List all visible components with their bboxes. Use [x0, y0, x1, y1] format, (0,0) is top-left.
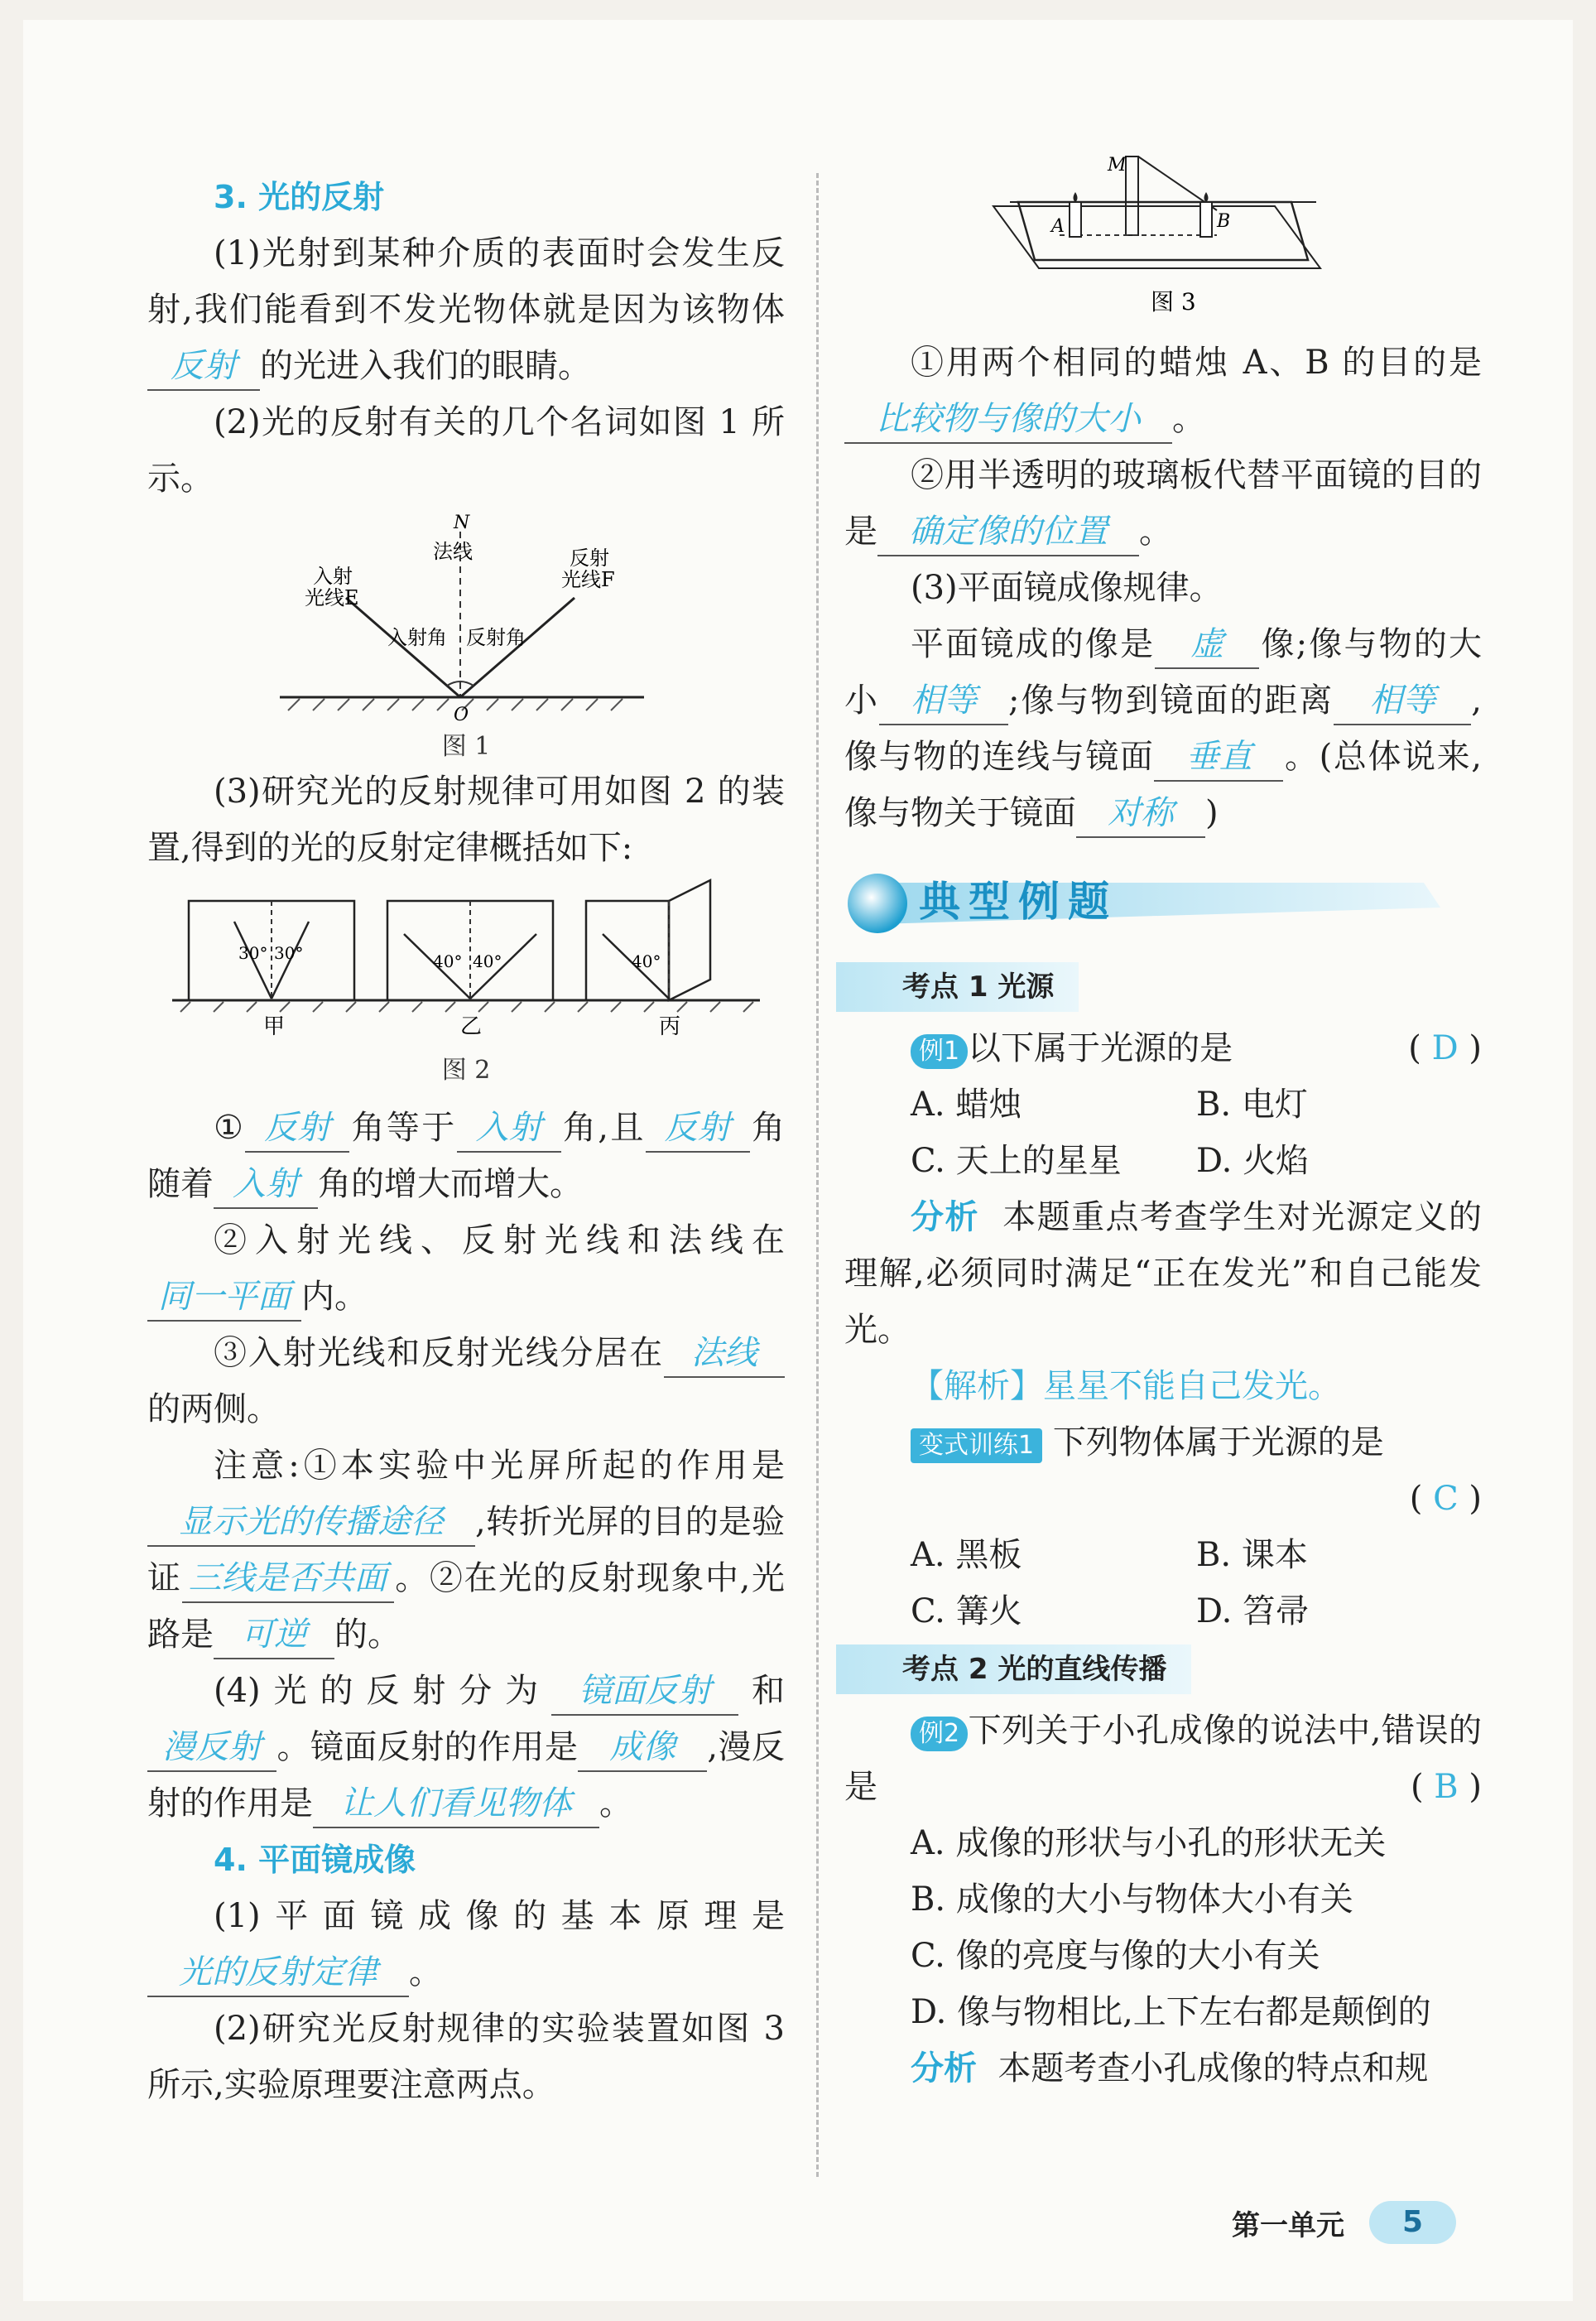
answer-blank: 反射 — [245, 1105, 349, 1153]
reflection-apparatus-diagram — [147, 876, 785, 1042]
example-2-answer: B — [1434, 1768, 1459, 1806]
variant-1-options-row-2: C. 篝火 D. 笤帚 — [911, 1592, 1310, 1630]
answer-blank: 相等 — [879, 677, 1008, 725]
example-2-option-c: C. 像的亮度与像的大小有关 — [911, 1937, 1320, 1975]
reflection-diagram — [147, 507, 785, 730]
answer-blank: 反射 — [646, 1105, 750, 1153]
angle-label-4: 40° — [473, 951, 502, 971]
label-o: O — [454, 705, 469, 725]
banner-ball-icon — [848, 874, 907, 933]
section-banner — [844, 858, 1482, 949]
label-incident-2: 光线E — [305, 586, 359, 609]
mirror-rules: 平面镜成的像是 虚 像;像与物的大小 相等 ;像与物到镜面的距离 相等 ,像与物的连线与镜面 垂直 。(总体说来,像与物关于镜面 对称 ) — [844, 616, 1482, 841]
angle-label-3: 40° — [433, 951, 463, 971]
variant-1: 变式训练1 下列物体属于光源的是 — [844, 1414, 1482, 1471]
answer-blank: 同一平面 — [147, 1274, 301, 1322]
figure-1-caption: 图 1 — [441, 732, 491, 761]
example-tag: 例2 — [911, 1717, 968, 1751]
label-b: B — [1217, 211, 1231, 232]
variant-tag: 变式训练1 — [911, 1428, 1042, 1463]
label-incident-angle: 入射角 — [387, 626, 447, 649]
figure-3-caption: 图 3 — [1151, 288, 1196, 315]
example-2-option-d: D. 像与物相比,上下左右都是颠倒的 — [911, 1993, 1431, 2031]
analysis-2: 分析 本题考查小孔成像的特点和规 — [911, 2049, 1429, 2087]
figure-2-caption: 图 2 — [441, 1056, 491, 1085]
answer-blank: 反射 — [147, 343, 260, 391]
answer-blank: 相等 — [1334, 677, 1471, 725]
note: 注意:①本实验中光屏所起的作用是显示光的传播途径 ,转折光屏的目的是验证 三线是否共面 。②在光的反射现象中,光路是 可逆 的。 — [147, 1437, 785, 1663]
label-n: N — [454, 513, 470, 533]
label-incident-1: 入射 — [313, 565, 353, 588]
answer-blank: 三线是否共面 — [182, 1555, 394, 1603]
variant-1-answer-row: ( C ) — [1409, 1480, 1482, 1518]
label-yi: 乙 — [460, 1014, 483, 1039]
answer-blank: 可逆 — [214, 1611, 334, 1659]
answer-blank: 光的反射定律 — [147, 1949, 409, 1997]
mirror-setup: (2)研究光反射规律的实验装置如图 3 所示,实验原理要注意两点。 — [147, 2010, 785, 2104]
figure-3 — [844, 152, 1482, 318]
mirror-point-2: ②用半透明的玻璃板代替平面镜的目的是 确定像的位置 。 — [844, 447, 1482, 560]
label-a: A — [1051, 216, 1065, 237]
page-footer — [1232, 2198, 1456, 2247]
label-reflect-1: 反射 — [570, 547, 609, 570]
unit-label: 第一单元 — [1232, 2208, 1344, 2242]
answer-blank: 入射 — [214, 1161, 318, 1209]
right-column — [844, 155, 1483, 2097]
answer-blank: 镜面反射 — [551, 1668, 738, 1716]
topic-1-heading: 考点 1 光源 — [836, 962, 1079, 1012]
column-divider — [816, 173, 819, 2177]
answer-blank: 让人们看见物体 — [313, 1780, 599, 1828]
mirror-principle: (1)平面镜成像的基本原理是光的反射定律 。 — [147, 1888, 785, 2001]
answer-blank: 入射 — [457, 1105, 561, 1153]
example-1-options-row-2: C. 天上的星星 D. 火焰 — [911, 1142, 1310, 1180]
section-heading-reflection: 3. 光的反射 — [214, 179, 385, 215]
answer-blank: 比较物与像的大小 — [844, 396, 1172, 444]
solution-1: 【解析】星星不能自己发光。 — [911, 1367, 1341, 1405]
example-2-option-a: A. 成像的形状与小孔的形状无关 — [911, 1824, 1387, 1862]
answer-blank: 垂直 — [1154, 734, 1283, 782]
rule-3: ③入射光线和反射光线分居在 法线的两侧。 — [147, 1325, 785, 1437]
label-reflect-angle: 反射角 — [466, 626, 526, 649]
label-jia: 甲 — [263, 1014, 286, 1039]
rule-2: ②入射光线、反射光线和法线在同一平面 内。 — [147, 1212, 785, 1325]
answer-blank: 成像 — [578, 1724, 707, 1772]
figure-2 — [147, 876, 785, 1042]
mirror-rule-heading: (3)平面镜成像规律。 — [911, 569, 1223, 607]
banner-title: 典型例题 — [919, 878, 1118, 926]
example-1-options-row-1: A. 蜡烛 B. 电灯 — [911, 1086, 1308, 1124]
variant-1-answer: C — [1433, 1480, 1459, 1518]
angle-label-2: 30° — [274, 943, 304, 963]
label-normal: 法线 — [433, 540, 473, 563]
page — [23, 20, 1573, 2301]
answer-blank: 确定像的位置 — [877, 508, 1139, 556]
section-heading-mirror: 4. 平面镜成像 — [214, 1842, 416, 1878]
angle-label-5: 40° — [632, 951, 661, 971]
label-bing: 丙 — [659, 1014, 681, 1039]
variant-1-options-row-1: A. 黑板 B. 课本 — [911, 1536, 1308, 1574]
answer-blank: 漫反射 — [147, 1724, 276, 1772]
paragraph-1: (1)光射到某种介质的表面时会发生反射,我们能看到不发光物体就是因为该物体反射 的光进入我们的眼睛。 — [147, 225, 785, 394]
page-number: 5 — [1369, 2201, 1456, 2244]
rule-1: ① 反射 角等于 入射 角,且 反射 角随着 入射 角的增大而增大。 — [147, 1100, 785, 1212]
answer-blank: 显示光的传播途径 — [147, 1499, 475, 1547]
answer-blank: 法线 — [664, 1330, 785, 1378]
paragraph-4: (4)光的反射分为 镜面反射 和漫反射 。镜面反射的作用是 成像 ,漫反射的作用是 让人们看见物体 。 — [147, 1663, 785, 1832]
angle-label-1: 30° — [238, 943, 268, 963]
answer-blank: 虚 — [1155, 621, 1259, 669]
analysis-1: 分析 本题重点考查学生对光源定义的理解,必须同时满足“正在发光”和自己能发光。 — [844, 1198, 1483, 1349]
example-2: 例2 下列关于小孔成像的说法中,错误的是 ( B ) — [844, 1712, 1482, 1806]
example-tag: 例1 — [911, 1034, 968, 1069]
label-m: M — [1108, 155, 1127, 176]
paragraph-3: (3)研究光的反射规律可用如图 2 的装置,得到的光的反射定律概括如下: — [147, 773, 785, 867]
paragraph-2: (2)光的反射有关的几个名词如图 1 所示。 — [147, 403, 785, 498]
plane-mirror-diagram — [844, 152, 1482, 318]
answer-blank: 对称 — [1076, 790, 1205, 838]
mirror-point-1: ①用两个相同的蜡烛 A、B 的目的是比较物与像的大小 。 — [844, 335, 1482, 447]
example-2-option-b: B. 成像的大小与物体大小有关 — [911, 1880, 1353, 1919]
example-1-answer: D — [1431, 1029, 1459, 1067]
left-column — [147, 169, 785, 2113]
label-reflect-2: 光线F — [561, 568, 615, 591]
figure-1 — [147, 507, 785, 730]
topic-2-heading: 考点 2 光的直线传播 — [836, 1644, 1191, 1694]
example-1: 例1 以下属于光源的是 ( D ) — [844, 1020, 1482, 1076]
